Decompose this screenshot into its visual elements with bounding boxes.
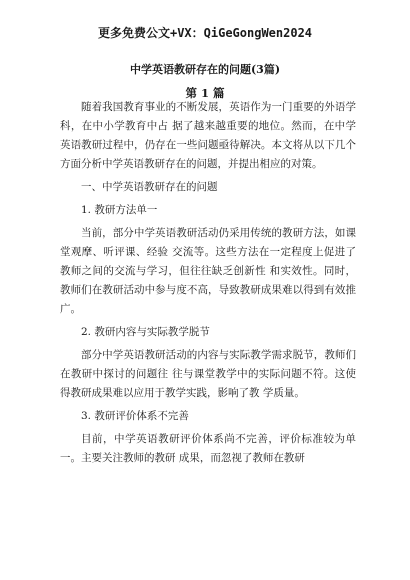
watermark-header: 更多免费公文+VX：QiGeGongWen2024 (97, 26, 313, 40)
paragraph-method: 当前，部分中学英语教研活动仍采用传统的教研方法，如课堂观摩、听评课、经验 交流等。这些方法在一定程度上促进了教师之间的交流与学习，但往往缺乏创新性 和实效性。同时，教师们在教研活动中参与度不高，导致教研成果难以得到有效推 广。 (60, 227, 356, 315)
intro-paragraph: 随着我国教育事业的不断发展，英语作为一门重要的外语学科，在中小学教育中占 据了越来越重要的地位。然而，在中学英语教研过程中，仍存在一些问题亟待解决。本文将从以下几个方面分析中学英语教研存在的问题，并提出相应的对策。 (60, 101, 356, 170)
subheading-method: 1. 教研方法单一 (81, 204, 158, 216)
heading-problems: 一、中学英语教研存在的问题 (81, 181, 218, 193)
paragraph-content: 部分中学英语教研活动的内容与实际教学需求脱节，教师们在教研中探讨的问题往 往与课堂教学中的实际问题不符。这使得教研成果难以应用于教学实践，影响了教 学质量。 (60, 349, 356, 399)
paragraph-evaluation: 目前，中学英语教研评价体系尚不完善，评价标准较为单一。主要关注教师的教研 成果，而忽视了教师在教研 (60, 433, 356, 464)
document-body (60, 98, 356, 468)
section-title: 第 1 篇 (185, 86, 225, 100)
document-title: 中学英语教研存在的问题(3篇) (129, 63, 281, 76)
subheading-evaluation: 3. 教研评价体系不完善 (81, 410, 189, 422)
subheading-content: 2. 教研内容与实际教学脱节 (81, 326, 210, 338)
